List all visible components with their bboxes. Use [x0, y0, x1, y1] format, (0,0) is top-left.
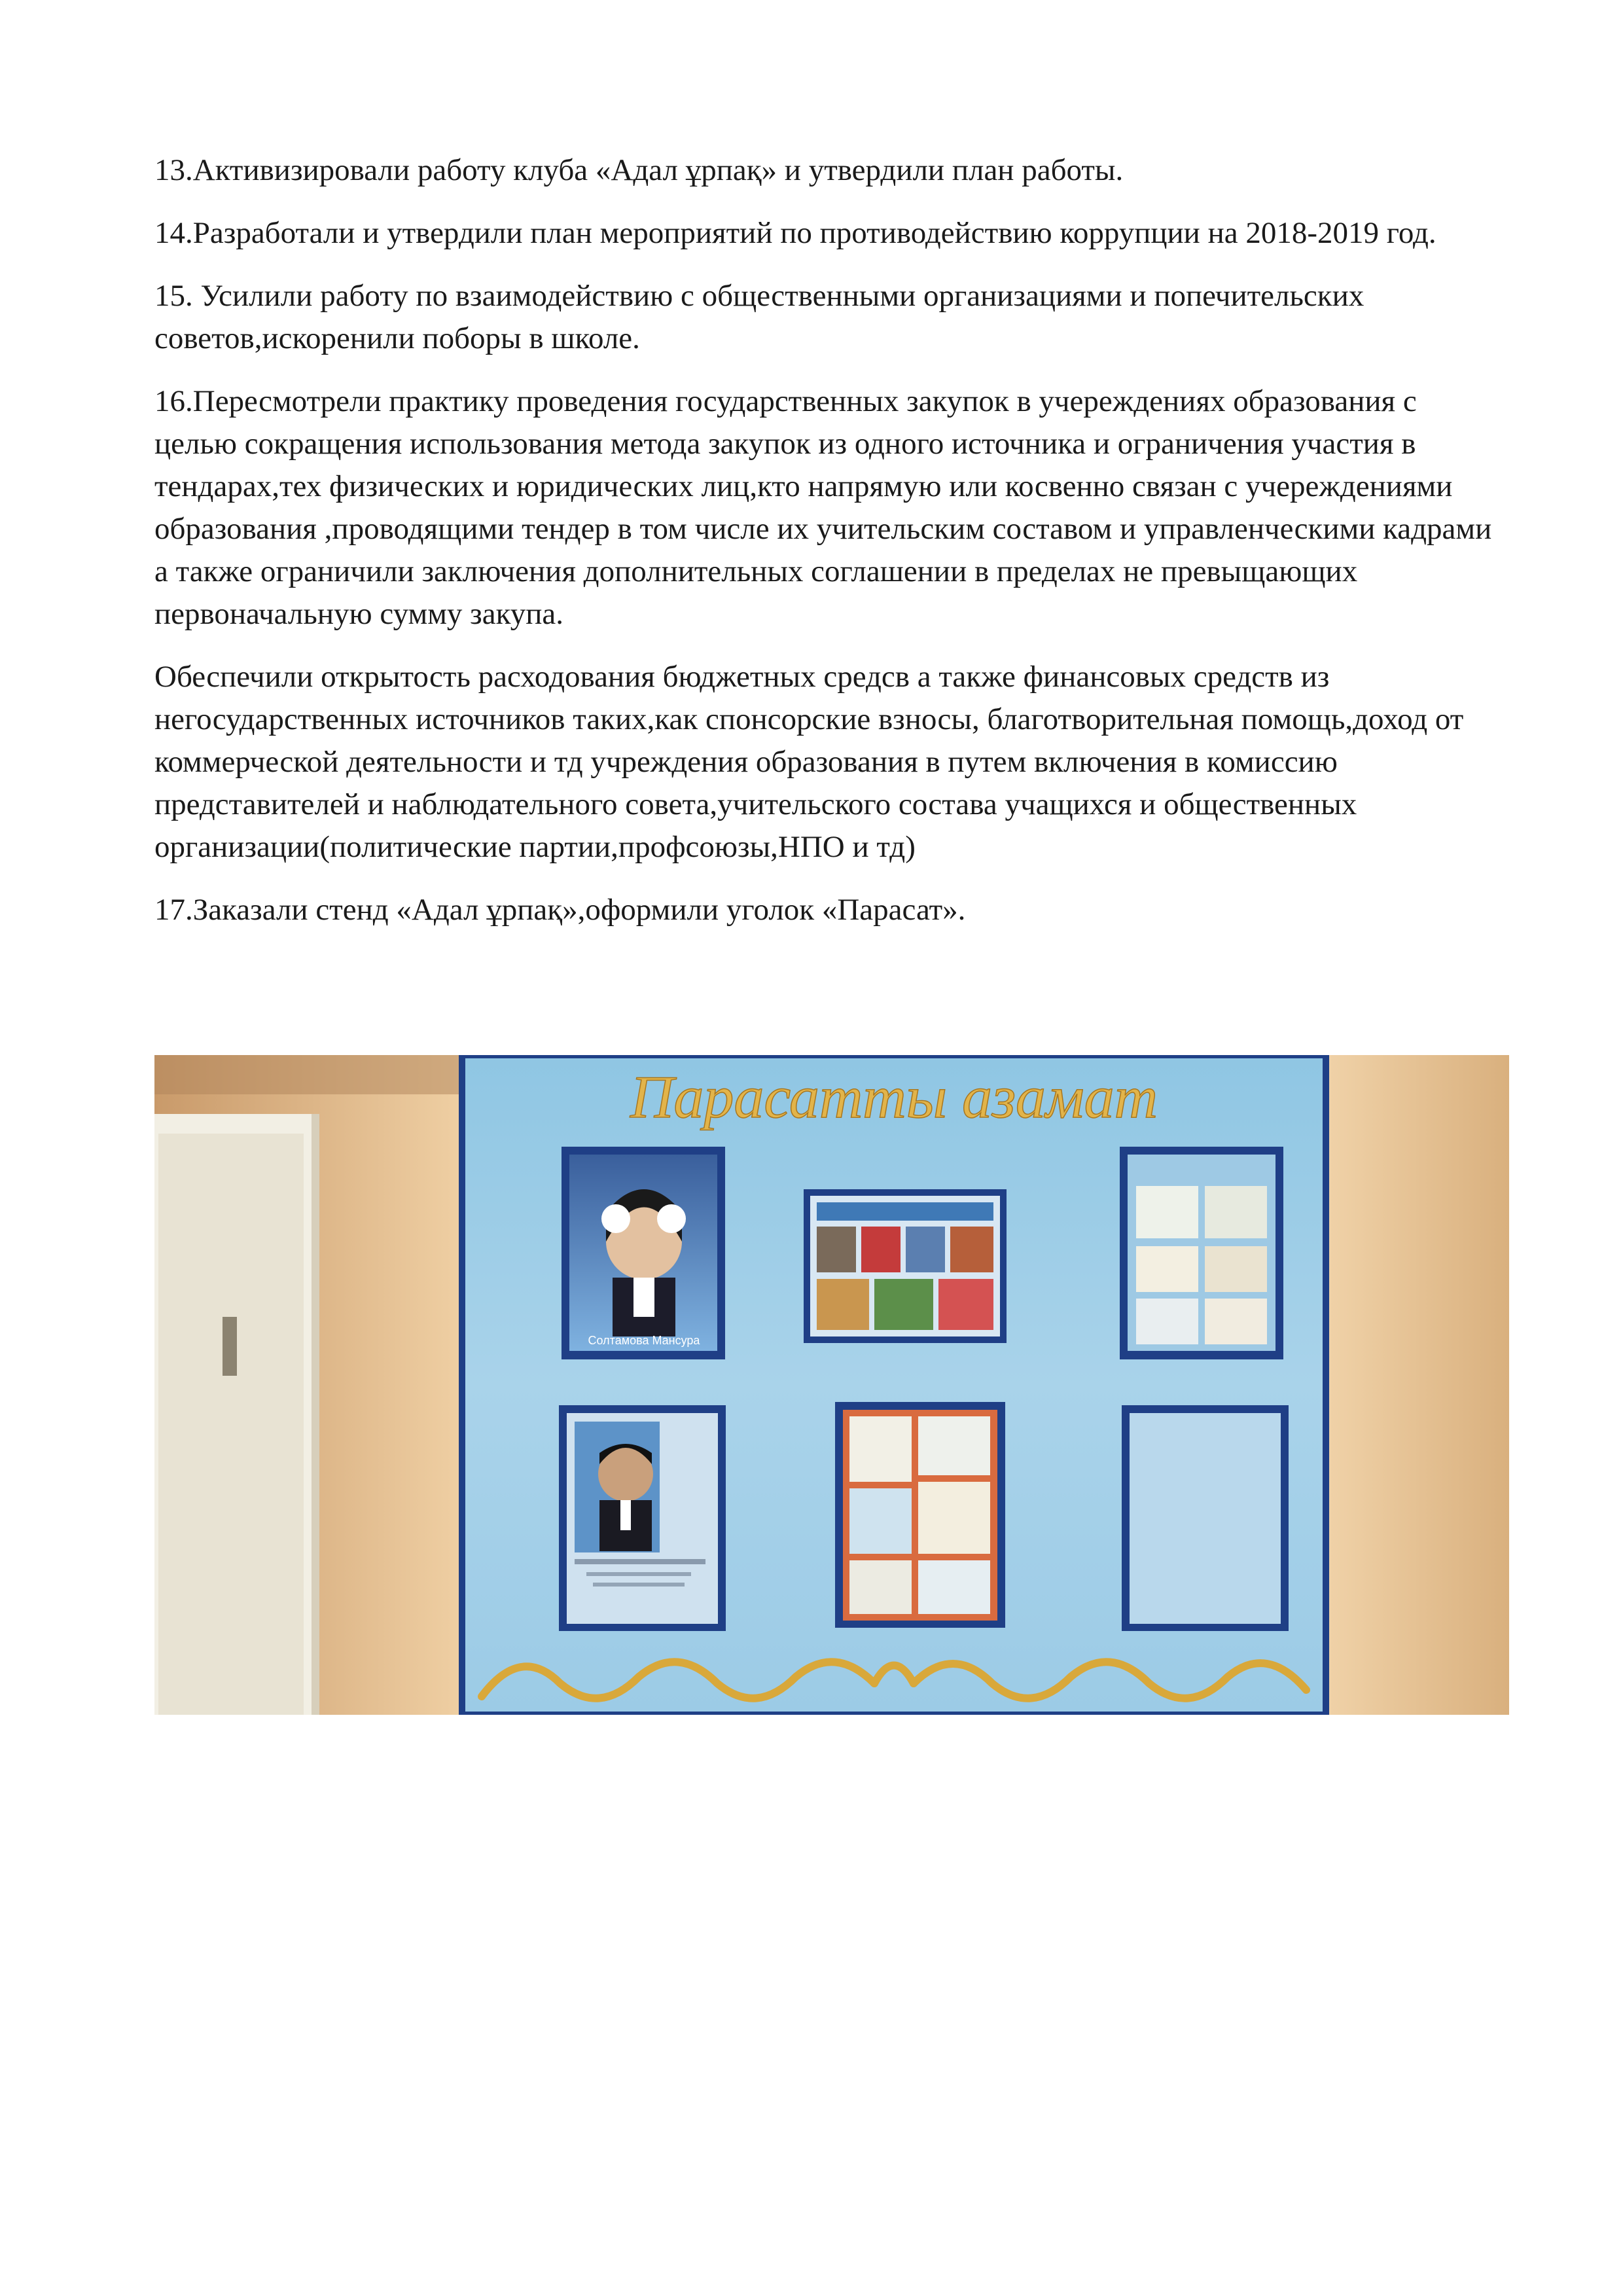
- paragraph-13: 13.Активизировали работу клуба «Адал ұрпақ» и утвердили план работы.: [154, 153, 1124, 187]
- stand-title: Парасатты азамат: [630, 1064, 1158, 1130]
- stand-photo: [154, 1055, 1509, 1715]
- paragraph-transparency: Обеспечили открытость расходования бюджетных средсв а также финансовых средств из негосударственных источников таких,как спонсорские взносы, благотворительная помощь,доход от коммерческой деятельности и тд учреждения образования в путем включения в комиссию представителей и наблюдательного совета,учительского состава учащихся и общественных организации(политические партии,профсоюзы,НПО и тд): [154, 660, 1464, 864]
- frame-portrait-girl: [562, 1147, 725, 1359]
- paragraph-14: 14.Разработали и утвердили план мероприятий по противодействию коррупции на 2018-2019 год.: [154, 216, 1436, 250]
- frame-portrait-boy: [559, 1405, 726, 1631]
- paragraph-16: 16.Пересмотрели практику проведения государственных закупок в учереждениях образования с целью сокращения использования метода закупок из одного источника и ограничения участия в тендарах,тех физических и юридических лиц,кто напрямую или косвенно связан с учереждениями образования ,проводящими тендер в том числе их учительским составом и управленческими кадрами а также ограничили заключения дополнительных соглашении в пределах не превыщающих первоначальную сумму закупа.: [154, 384, 1492, 631]
- portrait-caption-1: Солтамова Мансура: [588, 1334, 700, 1347]
- paragraph-17: 17.Заказали стенд «Адал ұрпақ»,оформили уголок «Парасат».: [154, 893, 966, 927]
- frame-collage: [804, 1189, 1007, 1343]
- frame-certificates: [1120, 1147, 1283, 1359]
- frame-diplomas: [835, 1402, 1005, 1628]
- paragraph-15: 15. Усилили работу по взаимодействию с общественными организациями и попечительских советов,искоренили поборы в школе.: [154, 279, 1364, 355]
- report-text: [154, 149, 1503, 952]
- wall-right: [1326, 1055, 1509, 1715]
- frame-empty: [1122, 1405, 1289, 1631]
